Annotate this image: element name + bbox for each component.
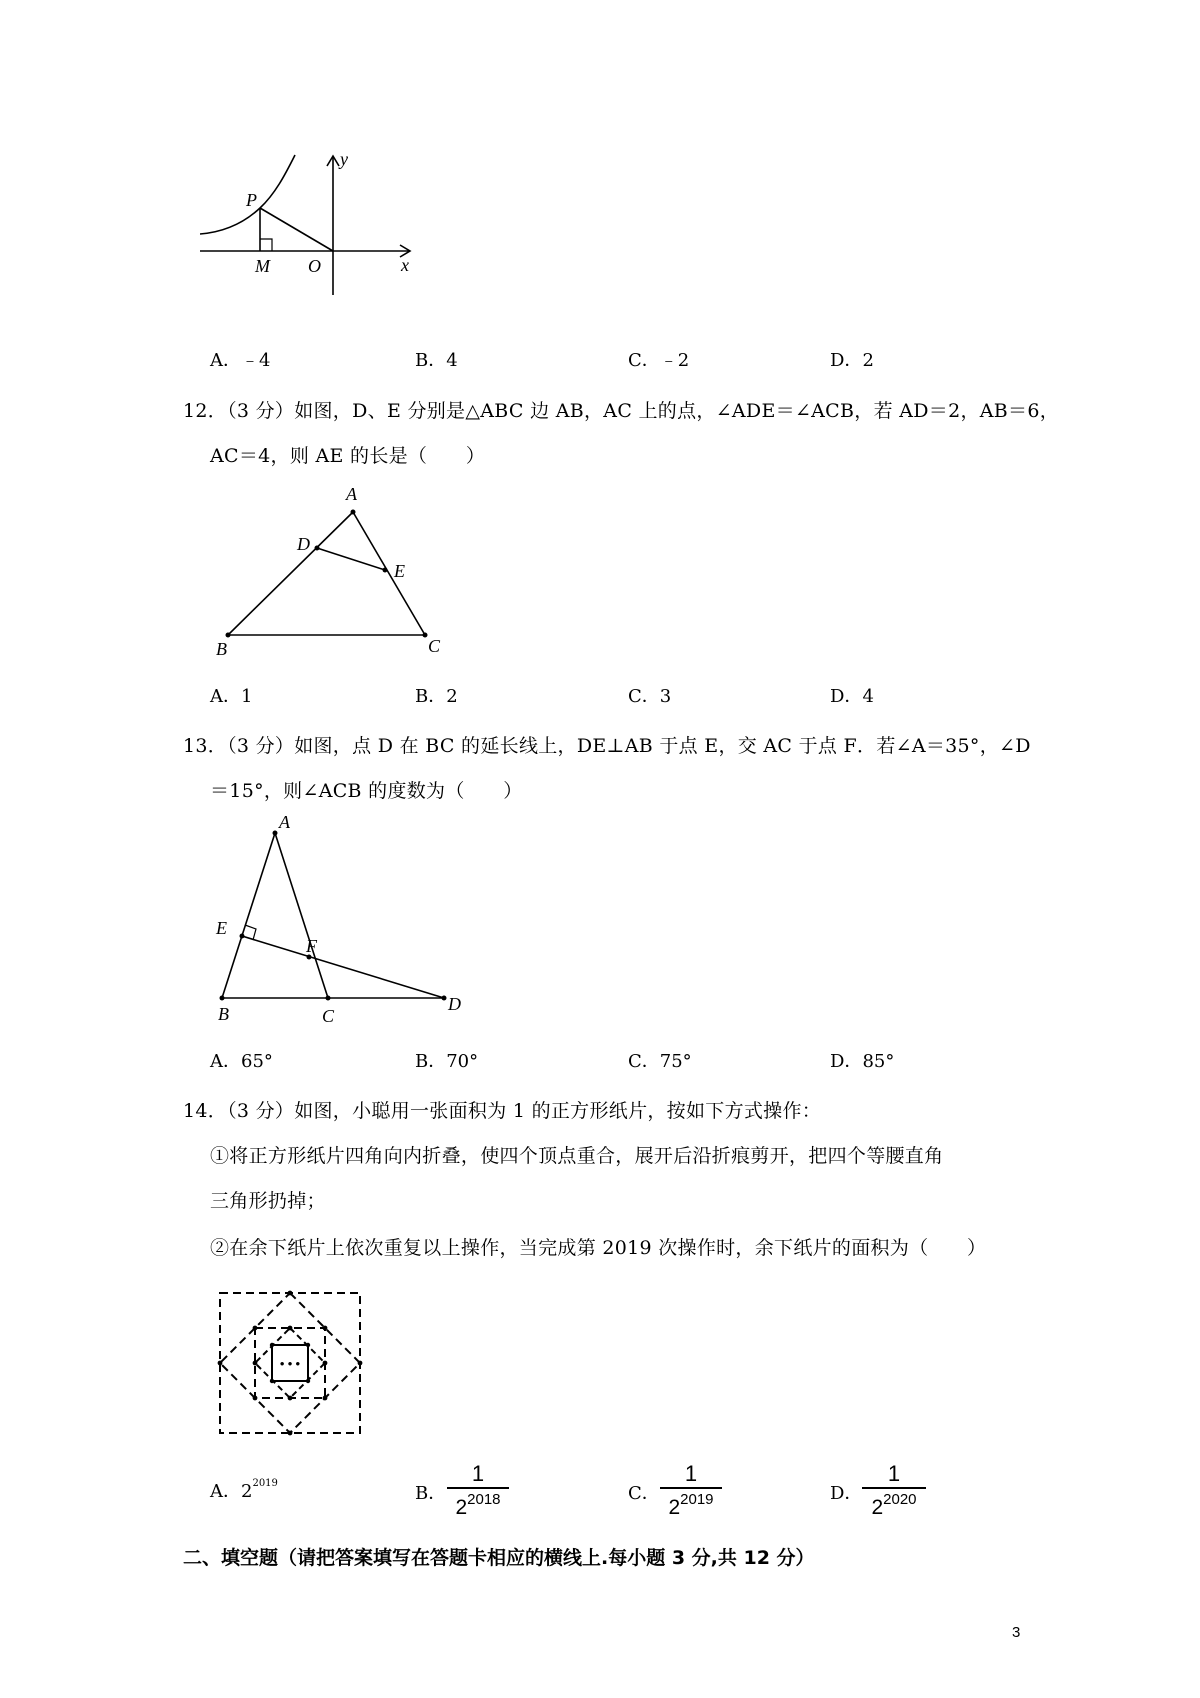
option-text: 4 xyxy=(862,686,874,707)
option-letter: C． xyxy=(628,350,660,371)
option-letter: A． xyxy=(210,350,241,371)
option-letter: C． xyxy=(628,686,660,707)
q14-option-b-fraction[interactable] xyxy=(447,1462,509,1519)
option-text: 3 xyxy=(659,686,672,707)
fraction-bar xyxy=(447,1487,509,1489)
fraction-denominator: $2^{2019}$ xyxy=(668,1490,714,1519)
option-text: 70° xyxy=(446,1051,479,1072)
q14-stem-line1: 14．（3 分）如图，小聪用一张面积为 1 的正方形纸片，按如下方式操作： xyxy=(183,1100,822,1122)
option-text: 65° xyxy=(241,1051,273,1072)
q11-options xyxy=(0,346,1200,376)
option-text: 75° xyxy=(659,1051,692,1072)
option-text: 2 xyxy=(446,686,458,707)
label-e: E xyxy=(216,918,227,938)
q11-figure xyxy=(200,150,460,310)
label-b: B xyxy=(216,639,227,655)
label-x: x xyxy=(401,255,409,275)
label-c: C xyxy=(322,1006,335,1026)
q11-option-a[interactable] xyxy=(210,346,270,372)
side-ab xyxy=(222,833,275,998)
option-exponent: 2019 xyxy=(252,1478,278,1489)
option-letter: B． xyxy=(415,1051,447,1072)
label-p: P xyxy=(246,190,257,210)
side-ab xyxy=(228,512,353,635)
q13-option-a[interactable] xyxy=(210,1047,273,1073)
point-b xyxy=(220,996,225,1001)
q11-option-b[interactable] xyxy=(415,346,458,372)
q13-option-d[interactable] xyxy=(830,1047,894,1073)
q12-option-d[interactable] xyxy=(830,682,874,708)
point-b xyxy=(226,633,231,638)
option-letter: A． xyxy=(210,1051,241,1072)
label-c: C xyxy=(428,636,441,655)
q14-option-d-fraction[interactable] xyxy=(862,1462,926,1519)
section-title: 二、填空题（请把答案填写在答题卡相应的横线上.每小题 3 分,共 12 分） xyxy=(183,1547,815,1569)
label-y: y xyxy=(340,150,348,169)
q12-stem-line1: 12．（3 分）如图，D、E 分别是△ABC 边 AB，AC 上的点，∠ADE＝∠ACB，若 AD＝2，AB＝6， xyxy=(183,400,1060,422)
fraction-bar xyxy=(862,1487,926,1489)
label-e: E xyxy=(394,561,405,581)
label-f: F xyxy=(306,936,317,956)
point-c xyxy=(423,633,428,638)
right-angle-mark xyxy=(260,239,272,251)
option-letter: B． xyxy=(415,686,447,707)
option-text: 4 xyxy=(446,350,458,371)
option-text: 85° xyxy=(862,1051,895,1072)
label-d: D xyxy=(448,994,461,1014)
point-c xyxy=(326,996,331,1001)
q13-options xyxy=(0,1047,1200,1077)
q14-stem-line2: ①将正方形纸片四角向内折叠，使四个顶点重合，展开后沿折痕剪开，把四个等腰直角 xyxy=(210,1145,944,1167)
q13-option-b[interactable] xyxy=(415,1047,478,1073)
q14-figure xyxy=(210,1283,370,1443)
option-letter: A． xyxy=(210,686,241,707)
fraction-bar xyxy=(660,1487,722,1489)
q13-option-c[interactable] xyxy=(628,1047,692,1073)
q14-stem-line3: 三角形扔掉； xyxy=(210,1190,326,1212)
q13-figure xyxy=(200,810,470,1035)
option-letter: C． xyxy=(628,1051,660,1072)
q11-option-c[interactable] xyxy=(628,346,689,372)
side-ac xyxy=(275,833,328,998)
q11-option-d[interactable] xyxy=(830,346,874,372)
segment-de xyxy=(317,548,385,570)
fraction-denominator: $2^{2020}$ xyxy=(871,1490,917,1519)
point-e xyxy=(383,568,388,573)
fraction-denominator: $2^{2018}$ xyxy=(455,1490,501,1519)
label-m: M xyxy=(255,256,270,276)
q12-figure xyxy=(200,480,460,655)
q14-stem-line4: ②在余下纸片上依次重复以上操作，当完成第 2019 次操作时，余下纸片的面积为（ ） xyxy=(210,1237,987,1259)
fraction-numerator: 1 xyxy=(471,1461,485,1486)
option-letter: A． xyxy=(210,1481,241,1502)
q12-option-c[interactable] xyxy=(628,682,671,708)
q12-stem-line2: AC＝4，则 AE 的长是（ ） xyxy=(210,445,486,467)
q14-option-c-letter[interactable]: C． xyxy=(628,1483,660,1504)
fraction-numerator: 1 xyxy=(684,1461,698,1486)
point-a xyxy=(273,831,278,836)
label-o: O xyxy=(308,256,321,276)
option-letter: D． xyxy=(830,686,863,707)
point-d xyxy=(442,996,447,1001)
ellipsis-dots: • • • xyxy=(279,1356,301,1371)
q14-option-a[interactable] xyxy=(210,1477,278,1503)
label-b: B xyxy=(218,1004,229,1024)
option-text: ﹣4 xyxy=(241,350,271,371)
label-a: A xyxy=(346,484,357,504)
q13-stem-line2: ＝15°，则∠ACB 的度数为（ ） xyxy=(210,780,523,802)
segment-ed xyxy=(242,936,444,998)
label-a: A xyxy=(279,812,290,832)
q14-option-d-letter[interactable]: D． xyxy=(830,1483,863,1504)
point-a xyxy=(351,510,356,515)
option-letter: D． xyxy=(830,1051,863,1072)
option-letter: D． xyxy=(830,350,863,371)
q12-option-a[interactable] xyxy=(210,682,252,708)
side-ac xyxy=(353,512,425,635)
label-d: D xyxy=(297,534,310,554)
q14-option-c-fraction[interactable] xyxy=(660,1462,722,1519)
q14-option-b-letter[interactable]: B． xyxy=(415,1483,447,1504)
q13-stem-line1: 13．（3 分）如图，点 D 在 BC 的延长线上，DE⊥AB 于点 E，交 AC 于点 F．若∠A＝35°，∠D xyxy=(183,735,1031,757)
segment-po xyxy=(260,208,333,251)
page-number: 3 xyxy=(1012,1624,1021,1641)
point-d xyxy=(315,546,320,551)
option-letter: B． xyxy=(415,350,447,371)
option-text: 2 xyxy=(862,350,874,371)
q12-options xyxy=(0,682,1200,712)
q12-option-b[interactable] xyxy=(415,682,458,708)
option-text: 1 xyxy=(241,686,253,707)
option-text: ﹣2 xyxy=(659,350,690,371)
option-base: 2 xyxy=(241,1481,253,1502)
point-e xyxy=(240,934,245,939)
fraction-numerator: 1 xyxy=(887,1461,901,1486)
